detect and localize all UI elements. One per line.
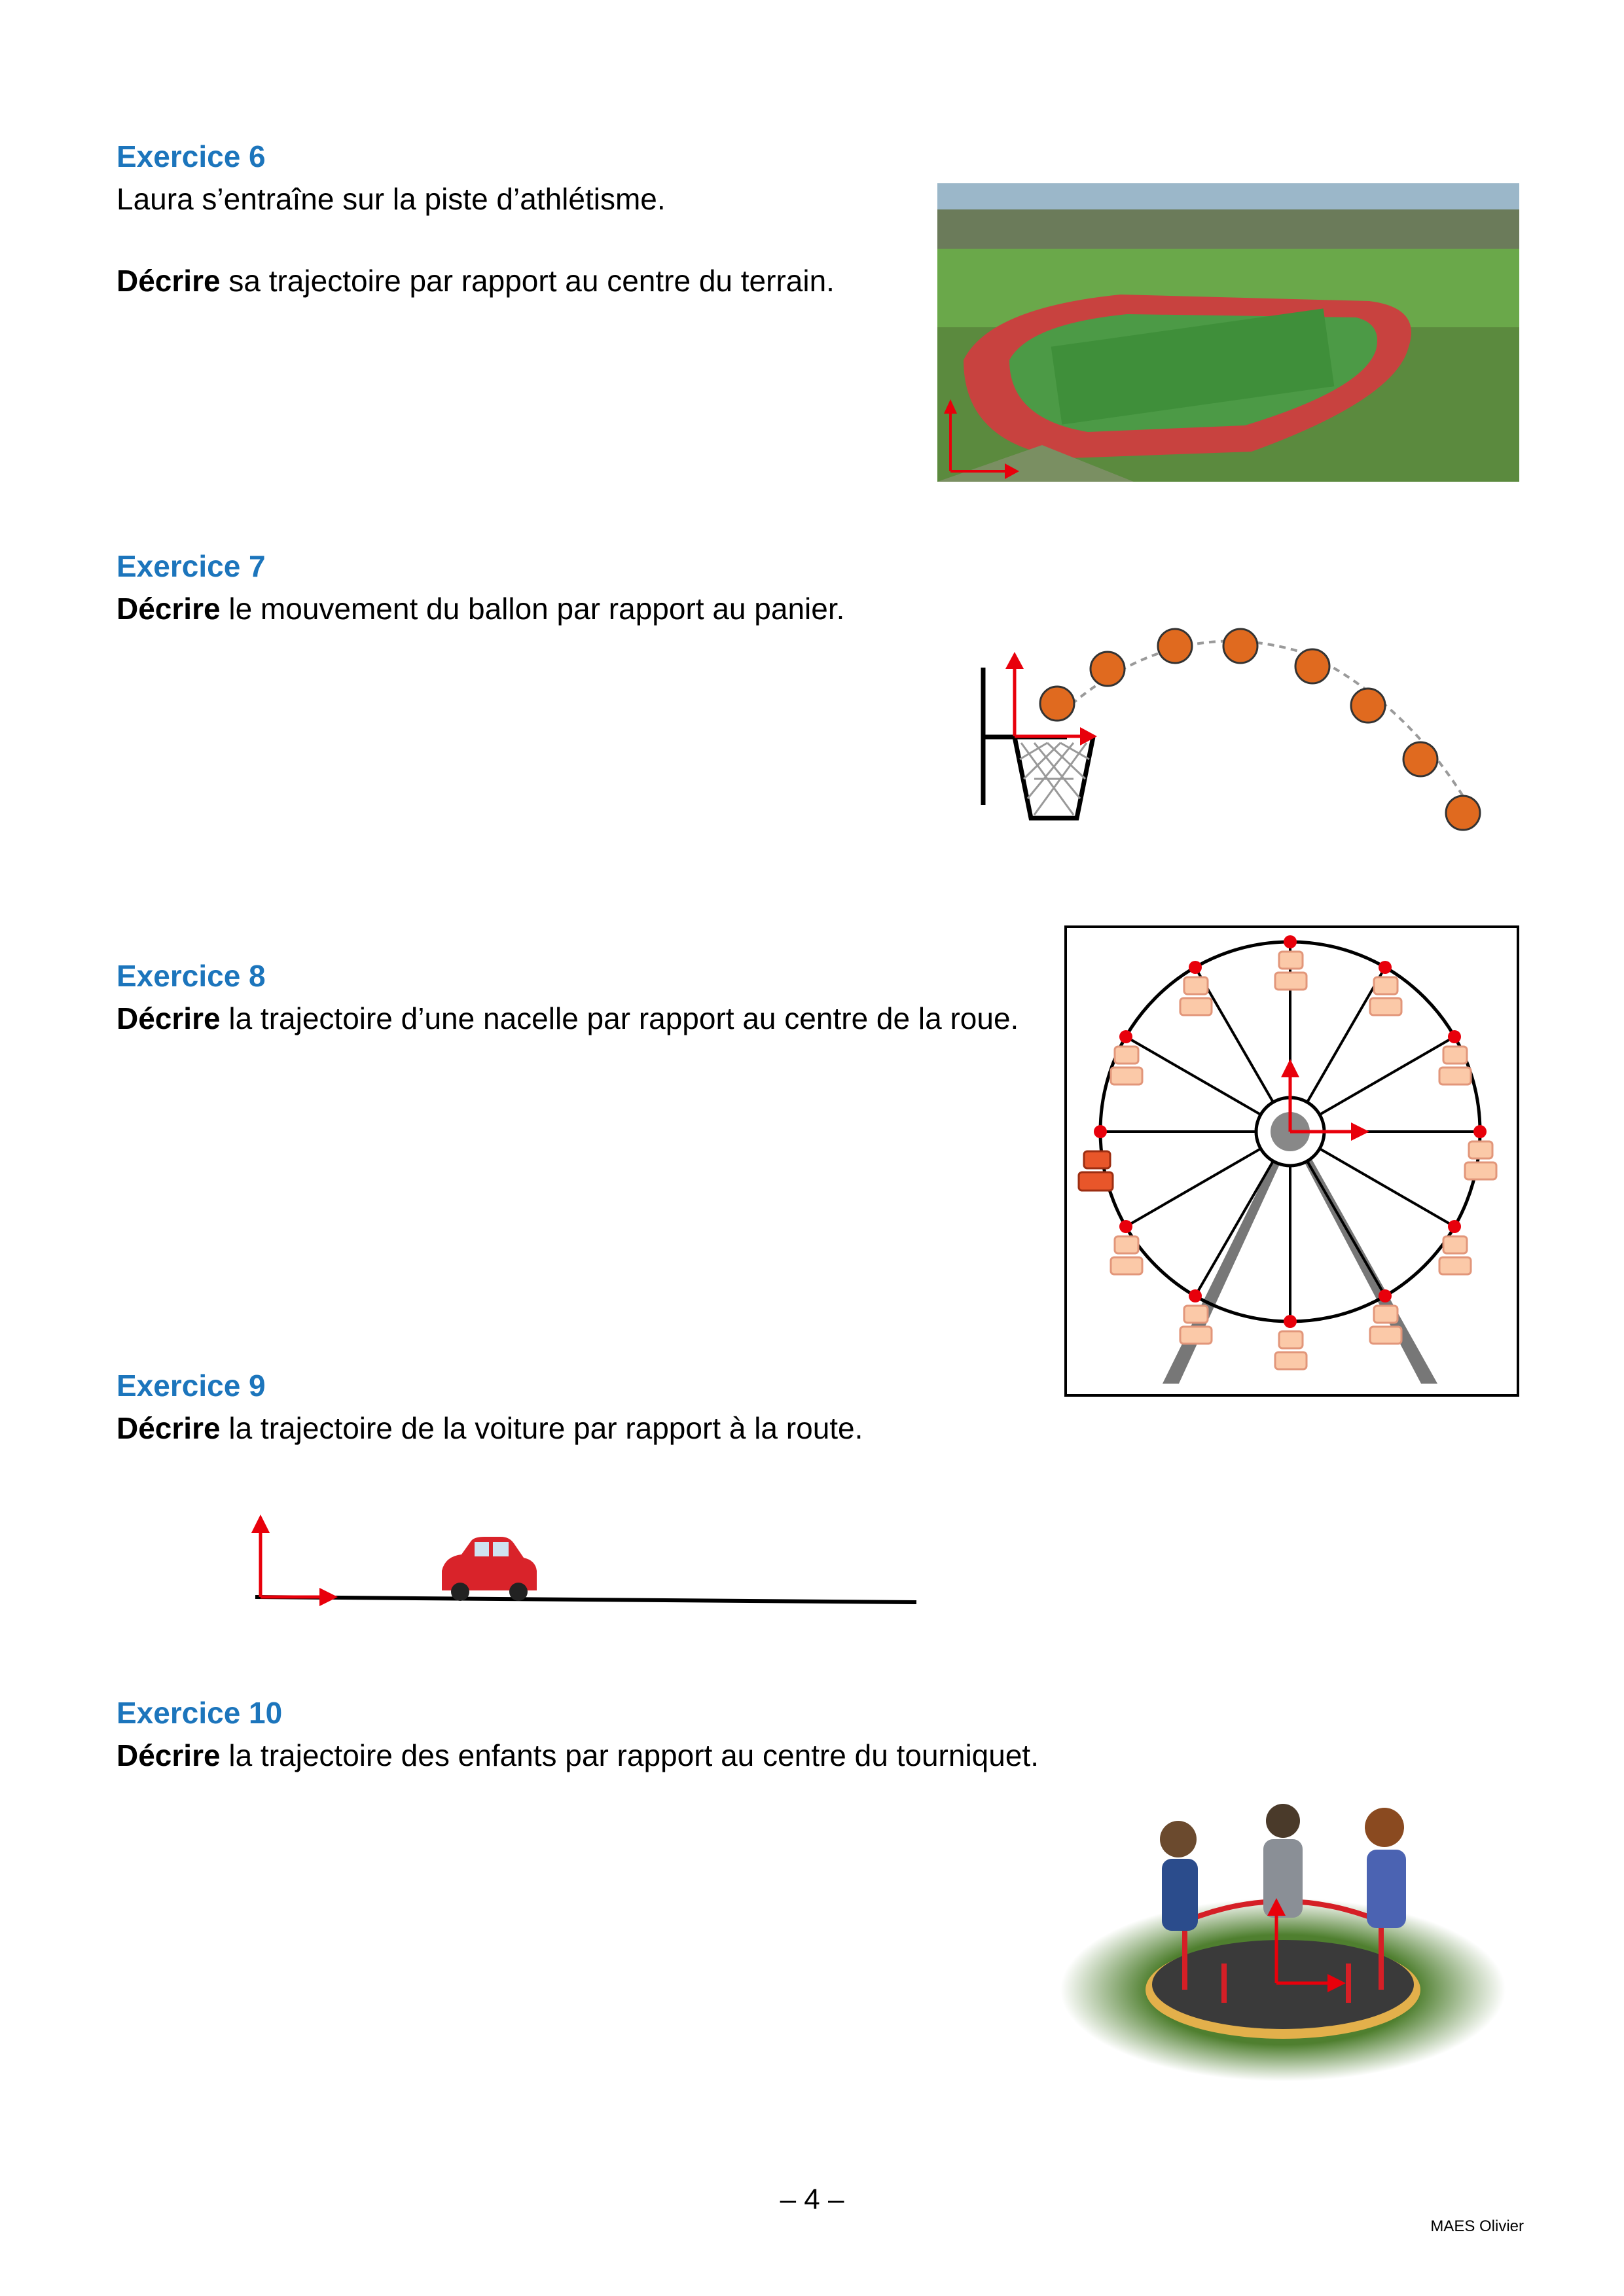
exercise-6-title: Exercice 6 (117, 139, 266, 173)
exercise-9-keyword: Décrire (117, 1411, 221, 1445)
athletics-track-photo (937, 183, 1519, 482)
merry-go-round-photo (1060, 1793, 1506, 2081)
exercise-9-question-text: la trajectoire de la voiture par rapport à la route. (220, 1411, 863, 1445)
exercise-6-intro: Laura s’entraîne sur la piste d’athlétisme. (117, 182, 666, 216)
exercise-8-question (117, 998, 1066, 1039)
exercise-9-title: Exercice 9 (117, 1369, 266, 1403)
ferris-wheel-figure (1064, 925, 1519, 1397)
exercise-8-question-text: la trajectoire d’une nacelle par rapport au centre de la roue. (220, 1001, 1019, 1035)
exercise-7-title: Exercice 7 (117, 549, 266, 583)
exercise-10-keyword: Décrire (117, 1738, 221, 1772)
car-icon (442, 1537, 537, 1601)
road-figure (249, 1505, 923, 1617)
basketball-icons (1040, 629, 1480, 830)
exercise-8-keyword: Décrire (117, 1001, 221, 1035)
exercise-10-question-text: la trajectoire des enfants par rapport au centre du tourniquet. (220, 1738, 1039, 1772)
page-number: – 4 – (780, 2183, 844, 2215)
exercise-10-title: Exercice 10 (117, 1696, 283, 1730)
basketball-figure (969, 622, 1486, 838)
road-axis-icon (251, 1515, 338, 1606)
exercise-7-question (117, 588, 844, 629)
exercise-10-question (117, 1735, 1053, 1776)
exercise-7-question-text: le mouvement du ballon par rapport au panier. (220, 592, 845, 626)
road-line (255, 1597, 916, 1602)
author-credit: MAES Olivier (1430, 2217, 1524, 2235)
exercise-6-question-text: sa trajectoire par rapport au centre du terrain. (220, 264, 835, 298)
exercise-8-title: Exercice 8 (117, 959, 266, 993)
basket-net-icon (1015, 737, 1093, 818)
exercise-6-question (117, 260, 835, 301)
exercise-7-keyword: Décrire (117, 592, 221, 626)
exercise-6-keyword: Décrire (117, 264, 221, 298)
exercise-9-question (117, 1408, 863, 1448)
